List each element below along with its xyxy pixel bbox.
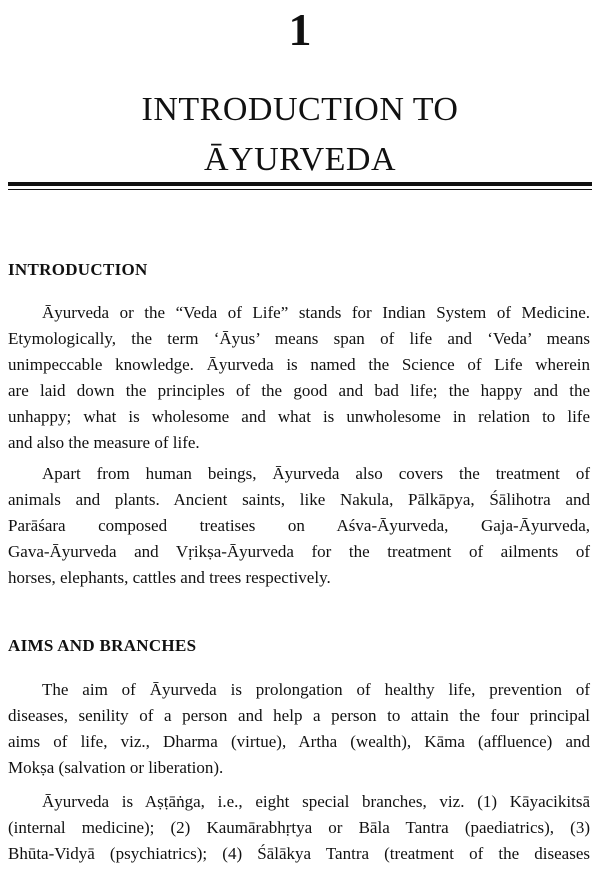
text-line: Parāśara composed treatises on Aśva-Āyurveda, Gaja-Āyurveda, <box>8 516 590 535</box>
text-line: aims of life, viz., Dharma (virtue), Artha (wealth), Kāma (affluence) and <box>8 732 590 751</box>
paragraph-intro-2 <box>8 461 590 591</box>
chapter-title-line-2: ĀYURVEDA <box>203 141 397 178</box>
text-line: and also the measure of life. <box>8 433 200 452</box>
text-line: Gava-Āyurveda and Vṛikṣa-Āyurveda for the treatment of ailments of <box>8 542 590 561</box>
section-heading-introduction: INTRODUCTION <box>8 260 148 279</box>
paragraph-aims-1 <box>8 677 590 781</box>
text-line: Āyurveda or the “Veda of Life” stands for Indian System of Medicine. <box>42 303 590 322</box>
text-line: unhappy; what is wholesome and what is unwholesome in relation to life <box>8 407 590 426</box>
section-heading-aims-and-branches: AIMS AND BRANCHES <box>8 636 197 655</box>
text-line: animals and plants. Ancient saints, like Nakula, Pālkāpya, Śālihotra and <box>8 490 590 509</box>
text-line: Bhūta-Vidyā (psychiatrics); (4) Śālākya Tantra (treatment of the diseases <box>8 844 590 863</box>
text-line: are laid down the principles of the good and bad life; the happy and the <box>8 381 590 400</box>
chapter-title-line-1: INTRODUCTION TO <box>141 91 459 128</box>
text-line: horses, elephants, cattles and trees respectively. <box>8 568 331 587</box>
title-rule-thin <box>8 189 592 190</box>
paragraph-intro-1 <box>8 300 590 456</box>
text-line: diseases, senility of a person and help a person to attain the four principal <box>8 706 590 725</box>
text-line: Etymologically, the term ‘Āyus’ means span of life and ‘Veda’ means <box>8 329 590 348</box>
chapter-number: 1 <box>288 4 312 55</box>
text-line: unimpeccable knowledge. Āyurveda is named the Science of Life wherein <box>8 355 590 374</box>
text-line: Mokṣa (salvation or liberation). <box>8 758 224 777</box>
text-line: (internal medicine); (2) Kaumārabhṛtya or Bāla Tantra (paediatrics), (3) <box>8 818 590 837</box>
text-line: Apart from human beings, Āyurveda also covers the treatment of <box>42 464 590 483</box>
title-rule-thick <box>8 182 592 186</box>
text-line: The aim of Āyurveda is prolongation of healthy life, prevention of <box>42 680 590 699</box>
paragraph-aims-2 <box>8 789 590 867</box>
text-line: Āyurveda is Aṣṭāṅga, i.e., eight special branches, viz. (1) Kāyacikitsā <box>42 792 590 811</box>
